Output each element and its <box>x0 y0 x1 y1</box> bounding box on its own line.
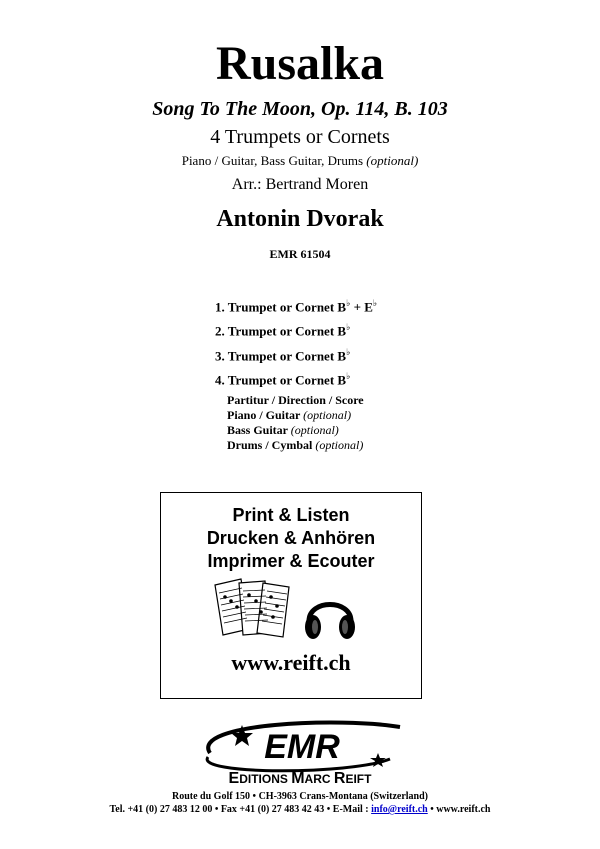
footer-contact-prefix: Tel. +41 (0) 27 483 12 00 • Fax +41 (0) 27 483 42 43 • E-Mail : <box>109 804 372 815</box>
score-item <box>227 438 364 453</box>
score-item-label: Drums / Cymbal <box>227 438 313 452</box>
catalog-number: EMR 61504 <box>269 247 331 261</box>
part-item <box>215 317 377 341</box>
footer-contact-suffix: • www.reift.ch <box>427 804 491 815</box>
parts-list <box>215 293 377 390</box>
score-item-label: Bass Guitar <box>227 423 288 437</box>
flat-sign: ♭ <box>372 298 378 308</box>
accompaniment-line <box>0 153 600 169</box>
sheet-music-icon <box>211 577 296 639</box>
subtitle: Song To The Moon, Op. 114, B. 103 <box>152 98 448 120</box>
email-link[interactable]: info@reift.ch <box>371 804 428 815</box>
composer: Antonin Dvorak <box>216 206 384 232</box>
accompaniment-optional: (optional) <box>366 153 419 168</box>
flat-sign: ♭ <box>346 370 351 381</box>
emr-logo <box>150 713 450 788</box>
score-item-optional: (optional) <box>303 408 352 422</box>
score-item <box>227 423 364 438</box>
part-label: 3. Trumpet or Cornet B <box>215 347 347 363</box>
score-item <box>227 393 364 408</box>
part-label: 2. Trumpet or Cornet B <box>215 323 347 339</box>
part-item <box>215 293 377 317</box>
score-item-optional: (optional) <box>290 423 339 437</box>
score-item-label: Piano / Guitar <box>227 408 301 422</box>
score-item-optional: (optional) <box>315 438 364 452</box>
print-listen-line2: Drucken & Anhören <box>206 528 376 548</box>
part-item <box>215 366 377 390</box>
footer-address: Route du Golf 150 • CH-3963 Crans-Montana (Switzerland) <box>172 791 428 802</box>
arranger: Arr.: Bertrand Moren <box>231 176 369 193</box>
publisher-name: EDITIONS MARC REIFT <box>228 770 372 787</box>
accompaniment: Piano / Guitar, Bass Guitar, Drums <box>181 153 364 168</box>
flat-sign: ♭ <box>346 322 351 333</box>
website-url[interactable]: www.reift.ch <box>231 650 351 675</box>
headphones-icon <box>301 587 359 645</box>
score-list <box>227 393 364 453</box>
instrumentation: 4 Trumpets or Cornets <box>210 126 390 148</box>
emr-logo-text: EMR <box>264 728 340 766</box>
print-listen-line1: Print & Listen <box>232 505 350 525</box>
print-listen-box[interactable] <box>160 492 422 699</box>
part-label: 1. Trumpet or Cornet B <box>215 299 347 315</box>
part-item <box>215 342 377 366</box>
print-listen-line3: Imprimer & Ecouter <box>207 551 375 571</box>
part-label: 4. Trumpet or Cornet B <box>215 372 347 388</box>
score-item <box>227 408 364 423</box>
flat-sign: ♭ <box>346 346 351 357</box>
title: Rusalka <box>215 37 385 90</box>
score-item-label: Partitur / Direction / Score <box>227 393 364 407</box>
part-extra: + E <box>350 299 373 315</box>
footer-contact <box>0 804 600 815</box>
flat-sign: ♭ <box>346 298 351 308</box>
